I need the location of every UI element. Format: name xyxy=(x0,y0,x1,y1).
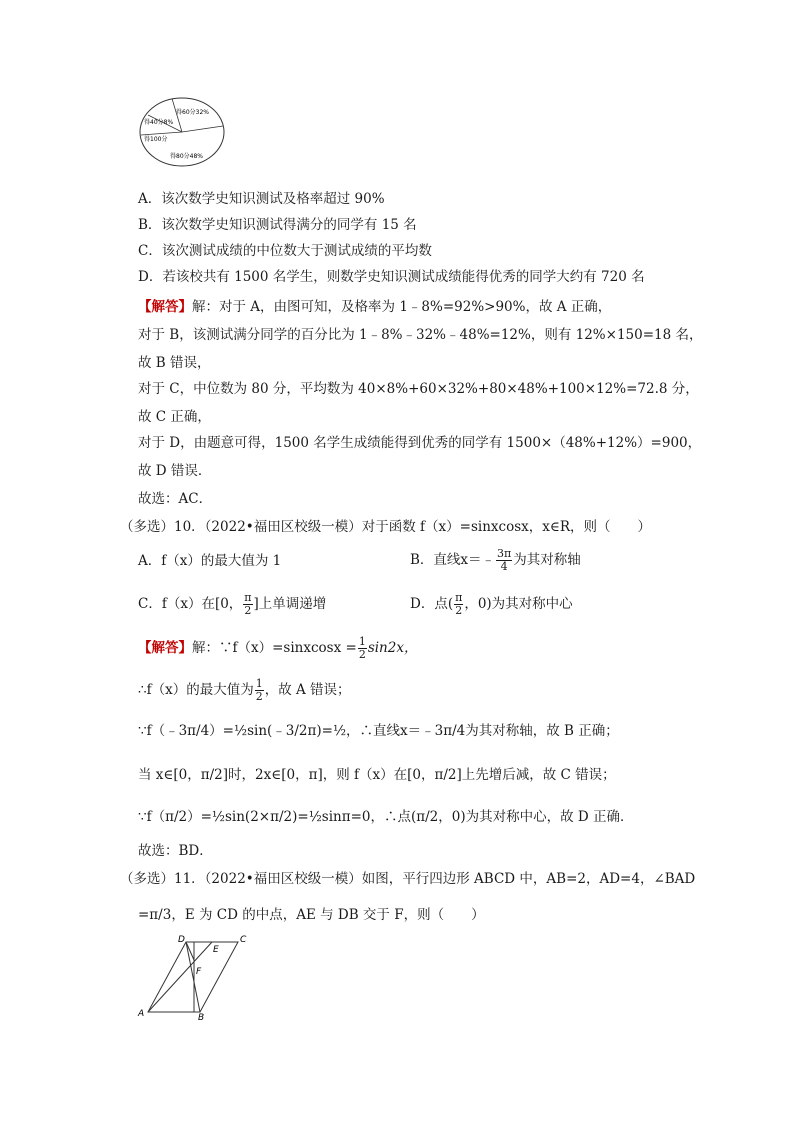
fraction: $\frac{3\pi}{4}$ xyxy=(497,547,512,573)
segment-df xyxy=(186,942,194,960)
option-b: B．直线x＝﹣ $\frac{3\pi}{4}$ 为其对称轴 xyxy=(410,547,581,573)
solution-line: 故选：AC． xyxy=(138,491,213,507)
question-stem: （多选）11．（2022•福田区校级一模）如图，平行四边形 ABCD 中，AB=2，AD=4，∠BAD xyxy=(120,871,696,887)
option-a: A．该次数学史知识测试及格率超过 90% xyxy=(138,191,385,207)
option-d: D．若该校共有 1500 名学生，则数学史知识测试成绩能得优秀的同学大约有 720 名 xyxy=(138,269,645,285)
solution-line: 对于 B，该测试满分同学的百分比为 1﹣8%﹣32%﹣48%=12%，则有 12%×150=18 名， xyxy=(138,327,703,343)
segment-db xyxy=(186,942,200,1012)
pie-divider xyxy=(141,132,182,135)
pie-label: 得100分 xyxy=(144,136,168,143)
solution-line: 故选：BD． xyxy=(138,843,213,859)
solution-line: 故 D 错误． xyxy=(138,463,212,479)
solution-line: 【解答】解：∵f（x）=sinxcosx = $\frac{1}{2}$ sin2x， xyxy=(138,635,418,661)
solution-line: ∵f（﹣3π/4）=½sin(﹣3/2π)=½，∴直线x＝﹣3π/4为其对称轴，故 B 正确； xyxy=(138,723,619,739)
vertex-label: E xyxy=(213,945,219,955)
option-c: C．f（x）在[0， $\frac{\pi}{2}$ ]上单调递增 xyxy=(138,591,327,617)
pie-chart-figure xyxy=(138,96,226,168)
vertex-label: C xyxy=(240,935,247,945)
question-stem: =π/3，E 为 CD 的中点，AE 与 DB 交于 F，则（ ） xyxy=(138,907,485,923)
option-c: C．该次测试成绩的中位数大于测试成绩的平均数 xyxy=(138,243,432,259)
solution-line: 故 B 错误， xyxy=(138,355,211,371)
solution-line xyxy=(138,298,611,316)
vertex-label: F xyxy=(196,967,202,977)
solution-line: 当 x∈[0，π/2]时，2x∈[0，π]，则 f（x）在[0，π/2]上先增后减，故 C 错误； xyxy=(138,767,616,783)
solution-line: 对于 D，由题意可得，1500 名学生成绩能得到优秀的同学有 1500×（48%+12%）=900， xyxy=(138,435,702,451)
question-stem: （多选）10．（2022•福田区校级一模）对于函数 f（x）=sinxcosx，x∈R，则（ ） xyxy=(120,519,652,535)
fraction: $\frac{1}{2}$ xyxy=(358,635,366,661)
fraction: $\frac{1}{2}$ xyxy=(255,677,263,703)
solution-line: 对于 C，中位数为 80 分，平均数为 40×8%+60×32%+80×48%+100×12%=72.8 分， xyxy=(138,381,699,397)
solution-text: 解：对于 A，由图可知，及格率为 1﹣8%=92%>90%，故 A 正确， xyxy=(192,299,612,315)
fraction: $\frac{\pi}{2}$ xyxy=(244,591,252,617)
fraction: $\frac{\pi}{2}$ xyxy=(455,591,463,617)
pie-divider xyxy=(182,126,223,132)
vertex-label: D xyxy=(178,935,185,945)
solution-line: ∴f（x）的最大值为 $\frac{1}{2}$ ，故 A 错误； xyxy=(138,677,351,703)
option-b: B．该次数学史知识测试得满分的同学有 15 名 xyxy=(138,217,417,233)
pie-label: 得80分48% xyxy=(170,153,203,160)
vertex-label: B xyxy=(198,1013,205,1022)
solution-tag: 【解答】 xyxy=(138,640,192,656)
solution-line: ∵f（π/2）=½sin(2×π/2)=½sinπ=0，∴点(π/2，0)为其对称中心，故 D 正确． xyxy=(138,809,634,825)
vertex-label: A xyxy=(138,1009,145,1019)
pie-label: 得60分32% xyxy=(176,109,209,116)
parallelogram-figure xyxy=(134,930,254,1022)
solution-line: 故 C 正确， xyxy=(138,409,211,425)
pie-label: 得40分8% xyxy=(144,119,174,126)
option-a: A．f（x）的最大值为 1 xyxy=(138,553,282,569)
option-d: D．点( $\frac{\pi}{2}$ ，0)为其对称中心 xyxy=(410,591,573,617)
solution-tag: 【解答】 xyxy=(138,299,192,315)
